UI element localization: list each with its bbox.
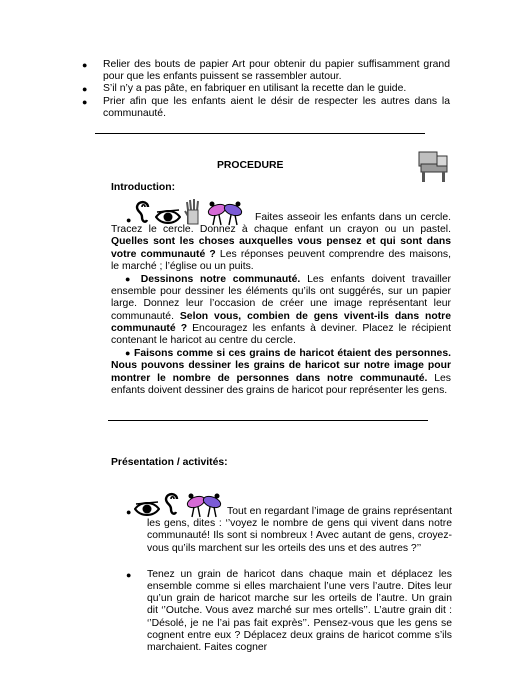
presentation-heading: Présentation / activités: bbox=[111, 457, 228, 468]
icon-strip: ● bbox=[126, 198, 245, 226]
list-item: ● Tenez un grain de haricot dans chaque main et déplacez les ensemble comme si elles marchaient l’une vers l’autre. Dites leur qu’un grain de haricot marche sur les orteils de l’autre. Un grain dit ‘’Outche. Vous avez marché sur mes ortells’’. L’autre grain dit : ‘’Désolé, je ne l’ai pas fait exprès’’. Pensez-vous que les gens se cognent entre eux ? Déplacez deux grains de haricot comme s’ils marchaient. Faites cogner bbox=[126, 568, 452, 654]
list-item: Tout en regardant l’image de grains représentant les gens, dites : ‘’voyez le nombre de gens qui vivent dans notre communauté! Ils sont si nombreux ! Avec autant de gens, croyez-vous qu’ils marchent sur les orteils des uns et des autres ?’’ bbox=[147, 506, 452, 554]
materials-list bbox=[82, 59, 450, 120]
activities-list bbox=[126, 506, 452, 654]
list-item: ● S’il n’y a pas pâte, en fabriquer en utilisant la recette dan le guide. bbox=[82, 83, 407, 95]
intro-paragraph-1: Faites asseoir les enfants dans un cercle. Tracez le cercle. Donnez à chaque enfant un crayon ou un pastel. Quelles sont les choses auxquelles vous pensez et qui sont dans votre communauté ? Les réponses peuvent comprendre des maisons, le marché ; l’église ou un puits. bbox=[111, 212, 451, 272]
divider bbox=[108, 420, 428, 421]
introduction-body bbox=[111, 212, 451, 397]
intro-paragraph-3: ● Faisons comme si ces grains de haricot étaient des personnes. Nous pouvons dessiner les grains de haricot sur notre image pour montrer le nombre de personnes dans notre communauté. Les enfants doivent dessiner des grains de haricot pour représenter les gens. bbox=[111, 348, 452, 396]
introduction-heading: Introduction: bbox=[111, 182, 176, 193]
divider bbox=[95, 133, 425, 134]
chair-icon bbox=[417, 150, 451, 188]
list-item: ● Prier afin que les enfants aient le désir de respecter les autres dans la communauté. bbox=[82, 95, 450, 119]
icon-strip: ● bbox=[126, 490, 224, 518]
procedure-title: PROCEDURE bbox=[217, 160, 284, 171]
list-item: ● Relier des bouts de papier Art pour obtenir du papier suffisamment grand pour que les enfants puissent se rassembler autour. bbox=[82, 59, 450, 83]
intro-paragraph-2: ● Dessinons notre communauté. Les enfants doivent travailler ensemble pour dessiner les éléments qu’ils ont suggérés, sur un papier large. Donnez leur l’occasion de créer une image représentant leur communauté. Selon vous, combien de gens vivent-ils dans notre communauté ? Encouragez les enfants à deviner. Placez le récipient contenant le haricot au centre du cercle. bbox=[111, 274, 451, 347]
